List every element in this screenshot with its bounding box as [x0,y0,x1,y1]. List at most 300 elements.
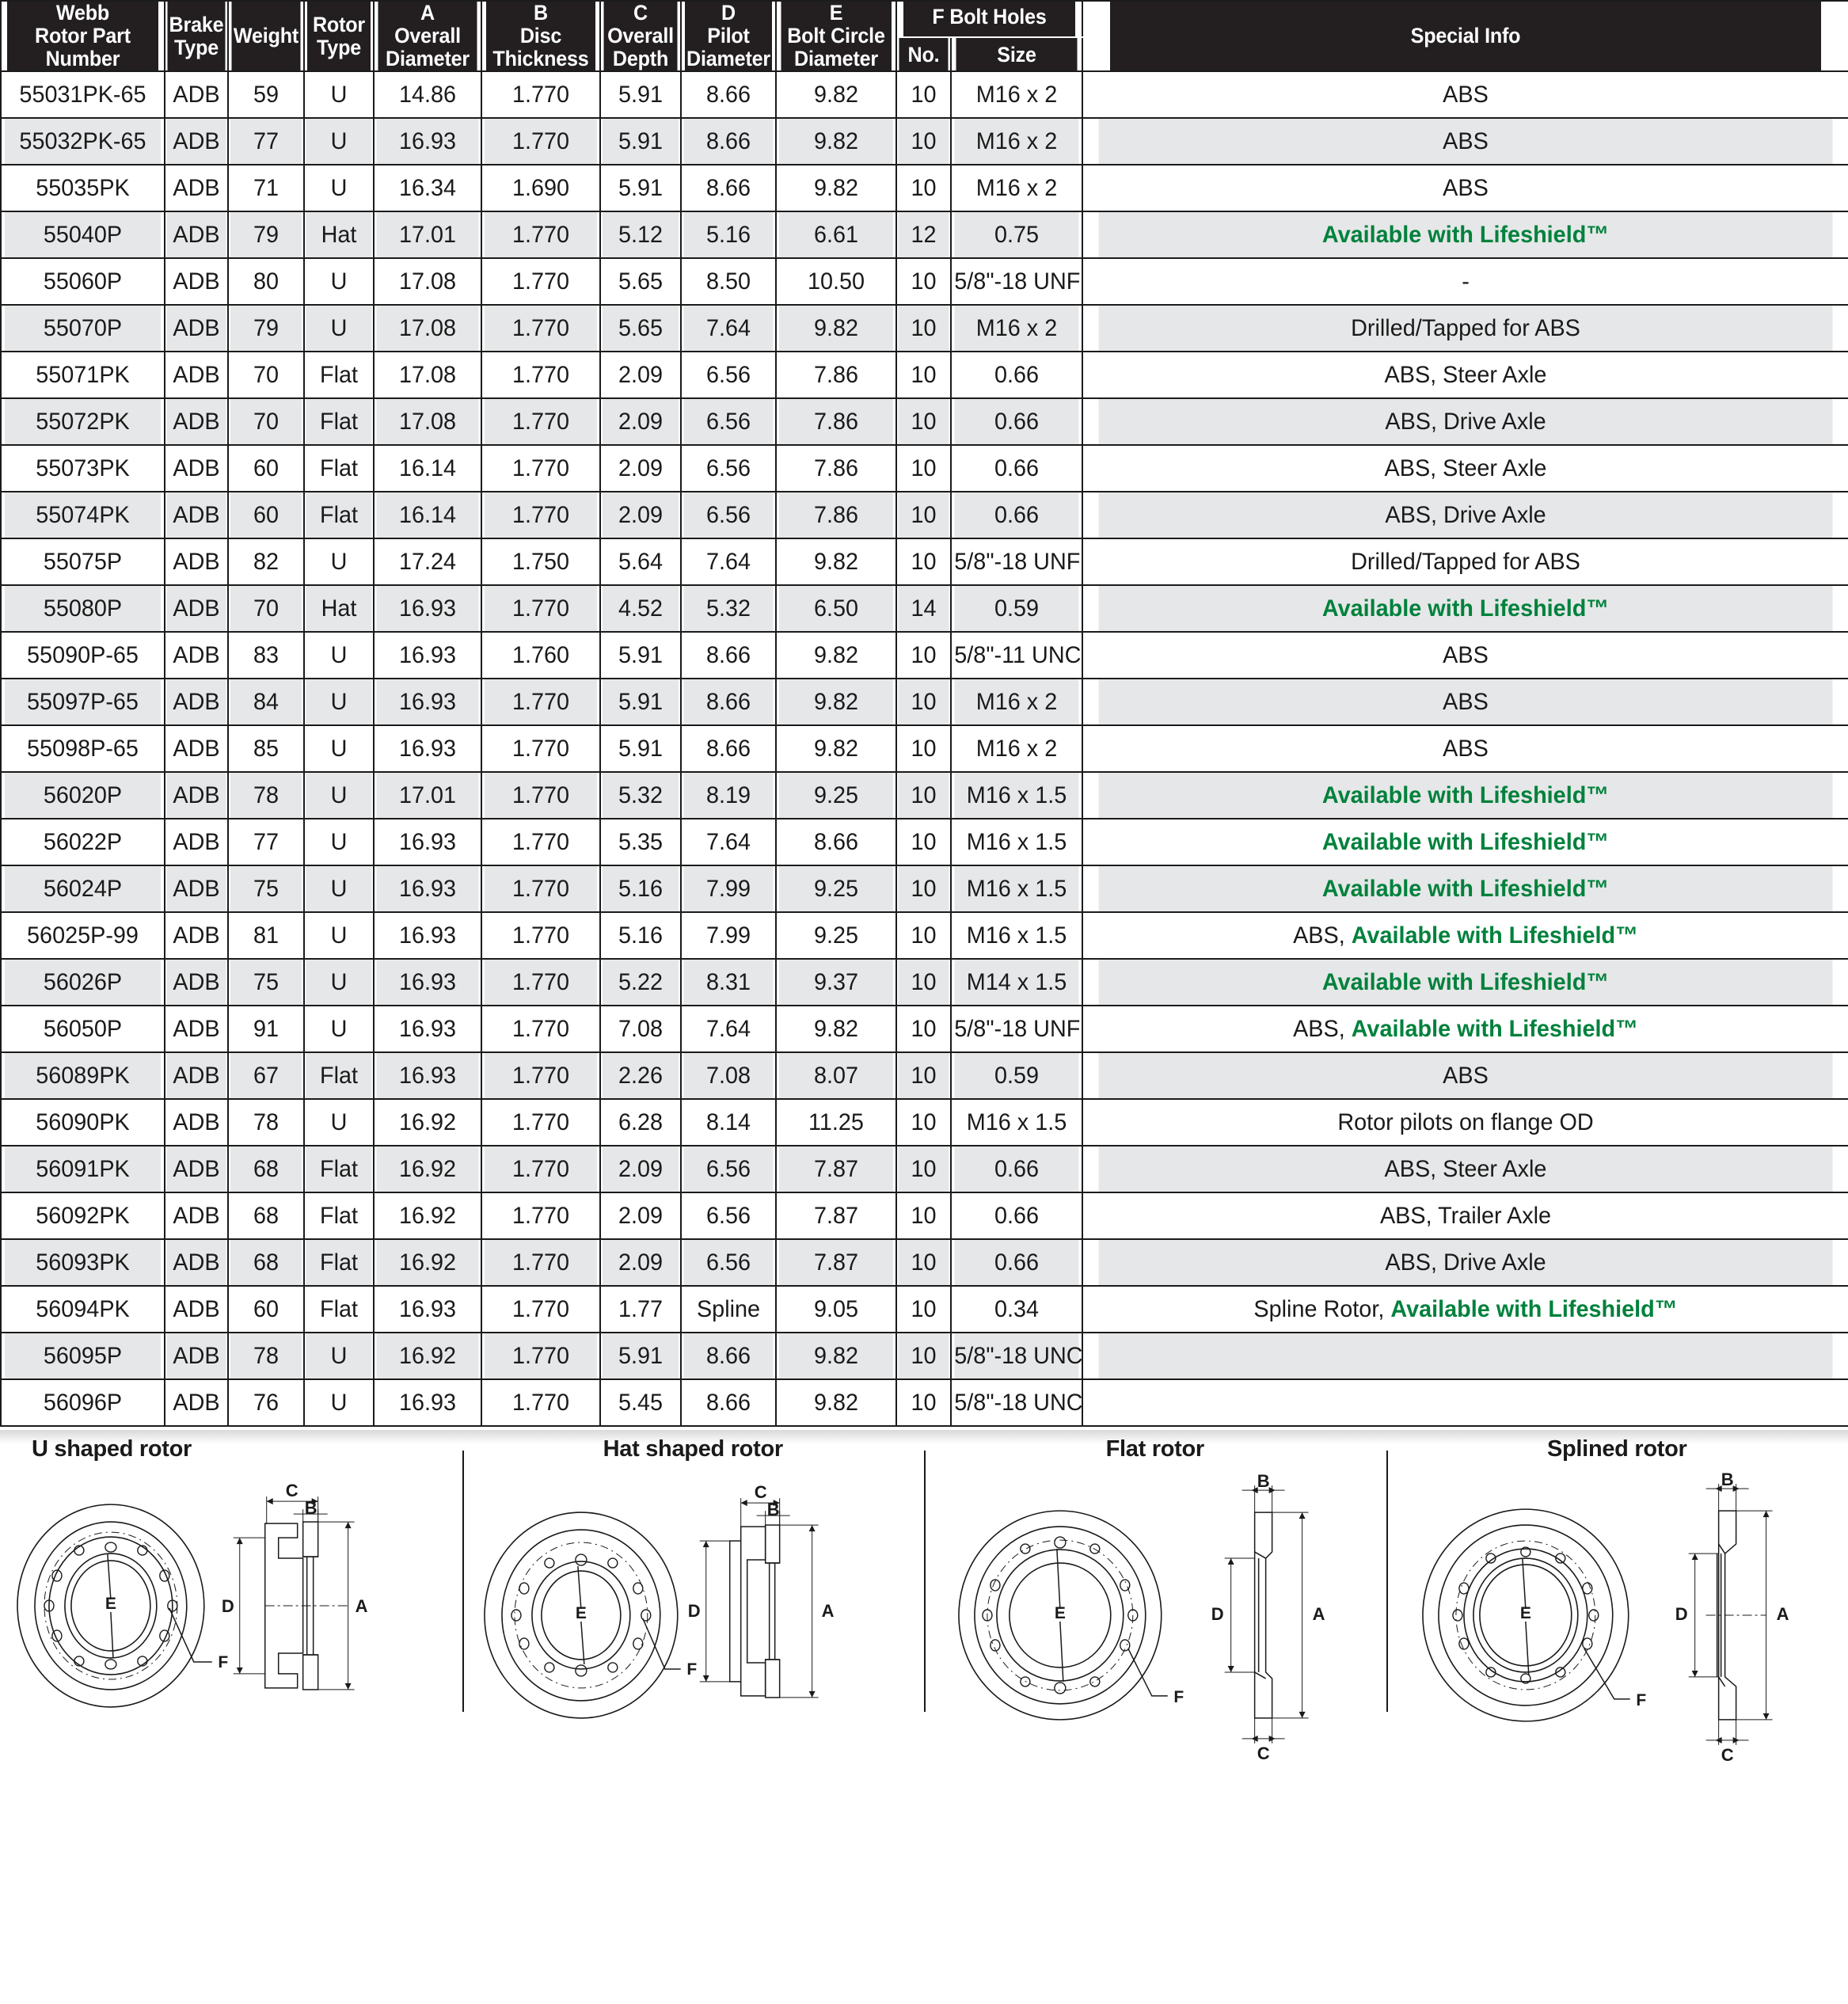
cell-weight: 78 [230,772,302,819]
cell-rotor-type: Hat [306,585,372,632]
table-body [1,71,1848,1426]
table-row [1,258,1848,305]
cell-overall-depth: 5.65 [602,305,679,352]
cell-part-number: 56024P [4,865,162,912]
cell-bolt-no: 10 [897,1333,949,1379]
special-info-text: ABS, [1293,922,1352,949]
table-row [1,1286,1848,1333]
cell-brake-type: ADB [166,679,227,725]
cell-pilot-diameter: Spline [683,1286,774,1333]
cell-bolt-size: 0.66 [953,1146,1079,1192]
special-info-text: Rotor pilots on flange OD [1337,1109,1594,1136]
cell-bolt-size: 5/8"-18 UNC [953,1379,1079,1426]
cell-brake-type: ADB [166,305,227,352]
cell-overall-depth: 2.09 [602,492,679,538]
cell-bolt-circle-diameter: 8.66 [778,819,894,865]
cell-pilot-diameter: 8.66 [683,632,774,679]
special-info-text: ABS, Steer Axle [1384,1156,1547,1183]
cell-pilot-diameter: 8.66 [683,118,774,165]
label-C: C [1257,1744,1270,1764]
cell-bolt-no: 10 [897,632,949,679]
col-header-bolt-no: No. [898,37,949,71]
cell-overall-depth: 4.52 [602,585,679,632]
cell-weight: 60 [230,492,302,538]
cell-part-number: 55071PK [4,352,162,398]
figure-title: Hat shaped rotor [603,1436,783,1462]
table-row [1,1006,1848,1052]
cell-rotor-type: U [306,258,372,305]
cell-bolt-circle-diameter: 9.25 [778,772,894,819]
cell-bolt-no: 10 [897,1099,949,1146]
special-info-text: ABS, Drive Axle [1385,409,1546,435]
special-info-text: ABS, Trailer Axle [1379,1203,1552,1230]
cell-brake-type: ADB [166,1192,227,1239]
special-info-text: ABS [1443,1063,1489,1089]
cell-rotor-type: U [306,305,372,352]
header-line: Disc [519,24,562,48]
u-shaped-rotor-drawing [0,1457,462,1774]
cell-weight: 70 [230,585,302,632]
cell-brake-type: ADB [166,538,227,585]
cell-overall-depth: 2.09 [602,1192,679,1239]
table-row [1,492,1848,538]
col-header-brake-type [167,1,226,71]
cell-rotor-type: U [306,1379,372,1426]
cell-overall-diameter: 16.93 [376,725,480,772]
cell-special-info [1097,258,1833,305]
cell-overall-depth: 5.32 [602,772,679,819]
cell-overall-depth: 7.08 [602,1006,679,1052]
cell-pilot-diameter: 6.56 [683,445,774,492]
col-header-special-info: Special Info [1109,1,1822,71]
cell-brake-type: ADB [166,632,227,679]
cell-bolt-size: 0.75 [953,211,1079,258]
cell-rotor-type: Flat [306,1052,372,1099]
cell-bolt-circle-diameter: 9.25 [778,865,894,912]
label-C: C [1721,1745,1734,1766]
cell-weight: 84 [230,679,302,725]
cell-special-info [1097,1146,1833,1192]
figure-splined-rotor [1386,1430,1848,1775]
cell-pilot-diameter: 7.99 [683,865,774,912]
label-F: F [686,1660,697,1679]
cell-bolt-size: 5/8"-11 UNC [953,632,1079,679]
table-row [1,1239,1848,1286]
cell-brake-type: ADB [166,258,227,305]
header-line: Depth [612,47,669,71]
cell-bolt-circle-diameter: 9.82 [778,165,894,211]
cell-disc-thickness: 1.770 [484,1379,598,1426]
label-B: B [1257,1471,1270,1492]
cell-overall-depth: 5.65 [602,258,679,305]
cell-rotor-type: U [306,772,372,819]
col-header-e-bolt-circle-diameter [780,1,892,71]
cell-brake-type: ADB [166,819,227,865]
header-line: Bolt Circle [787,24,885,48]
table-row [1,165,1848,211]
cell-disc-thickness: 1.770 [484,725,598,772]
cell-overall-diameter: 16.92 [376,1239,480,1286]
cell-rotor-type: U [306,1333,372,1379]
cell-bolt-circle-diameter: 7.86 [778,352,894,398]
cell-bolt-size: 0.59 [953,585,1079,632]
cell-weight: 83 [230,632,302,679]
cell-part-number: 56091PK [4,1146,162,1192]
cell-bolt-circle-diameter: 6.50 [778,585,894,632]
table-row [1,538,1848,585]
cell-rotor-type: Flat [306,398,372,445]
cell-special-info [1097,679,1833,725]
cell-part-number: 55073PK [4,445,162,492]
col-header-f-bolt-holes: F Bolt Holes [903,1,1076,37]
cell-rotor-type: U [306,632,372,679]
cell-bolt-no: 10 [897,725,949,772]
cell-disc-thickness: 1.770 [484,585,598,632]
cell-bolt-size: M16 x 2 [953,725,1079,772]
cell-bolt-circle-diameter: 8.07 [778,1052,894,1099]
cell-disc-thickness: 1.770 [484,492,598,538]
table-header [1,1,1848,71]
cell-rotor-type: U [306,912,372,959]
cell-bolt-no: 10 [897,679,949,725]
cell-special-info [1097,538,1833,585]
cell-bolt-no: 10 [897,258,949,305]
table-row [1,1146,1848,1192]
label-D: D [221,1596,234,1617]
cell-pilot-diameter: 7.99 [683,912,774,959]
cell-bolt-size: 5/8"-18 UNC [953,1333,1079,1379]
table-row [1,1099,1848,1146]
cell-weight: 80 [230,258,302,305]
cell-weight: 68 [230,1239,302,1286]
header-line: Overall [394,24,461,48]
cell-weight: 60 [230,445,302,492]
cell-bolt-no: 10 [897,772,949,819]
cell-bolt-circle-diameter: 6.61 [778,211,894,258]
cell-pilot-diameter: 6.56 [683,352,774,398]
cell-part-number: 55074PK [4,492,162,538]
cell-rotor-type: U [306,679,372,725]
table-row [1,959,1848,1006]
cell-part-number: 55035PK [4,165,162,211]
cell-rotor-type: Flat [306,1146,372,1192]
cell-bolt-circle-diameter: 7.87 [778,1192,894,1239]
cell-disc-thickness: 1.770 [484,1006,598,1052]
col-header-rotor-type [306,1,371,71]
cell-bolt-size: M16 x 1.5 [953,819,1079,865]
cell-pilot-diameter: 8.66 [683,1333,774,1379]
cell-pilot-diameter: 8.31 [683,959,774,1006]
cell-pilot-diameter: 7.64 [683,819,774,865]
label-D: D [1675,1604,1688,1625]
cell-special-info [1097,1052,1833,1099]
cell-special-info [1097,165,1833,211]
cell-bolt-circle-diameter: 7.86 [778,398,894,445]
header-line: Rotor Part [35,24,131,48]
cell-brake-type: ADB [166,959,227,1006]
cell-special-info [1097,772,1833,819]
cell-special-info [1097,1239,1833,1286]
cell-overall-diameter: 16.92 [376,1099,480,1146]
cell-bolt-size: M16 x 1.5 [953,772,1079,819]
cell-overall-depth: 2.09 [602,1239,679,1286]
cell-overall-depth: 5.16 [602,865,679,912]
cell-overall-depth: 6.28 [602,1099,679,1146]
cell-pilot-diameter: 8.66 [683,725,774,772]
table-row [1,305,1848,352]
header-line: Pilot [707,24,750,48]
label-F: F [1635,1691,1646,1710]
cell-overall-depth: 2.09 [602,1146,679,1192]
cell-bolt-circle-diameter: 7.86 [778,492,894,538]
cell-disc-thickness: 1.770 [484,1286,598,1333]
header-line: Overall [607,24,674,48]
cell-bolt-no: 10 [897,398,949,445]
cell-bolt-size: 5/8"-18 UNF [953,538,1079,585]
cell-overall-diameter: 16.93 [376,959,480,1006]
cell-overall-diameter: 16.93 [376,819,480,865]
cell-overall-diameter: 16.14 [376,492,480,538]
table-row [1,352,1848,398]
cell-bolt-no: 10 [897,959,949,1006]
cell-bolt-circle-diameter: 9.05 [778,1286,894,1333]
label-D: D [687,1601,701,1622]
cell-weight: 67 [230,1052,302,1099]
cell-weight: 70 [230,398,302,445]
col-header-c-overall-depth [603,1,679,71]
label-F: F [1173,1688,1184,1707]
col-header-d-pilot-diameter [684,1,773,71]
cell-brake-type: ADB [166,1286,227,1333]
cell-brake-type: ADB [166,398,227,445]
cell-overall-depth: 2.09 [602,352,679,398]
cell-weight: 60 [230,1286,302,1333]
cell-bolt-circle-diameter: 11.25 [778,1099,894,1146]
special-info-text: ABS, Drive Axle [1385,502,1546,529]
cell-bolt-circle-diameter: 9.82 [778,1006,894,1052]
col-header-b-disc-thickness [485,1,596,71]
cell-brake-type: ADB [166,1099,227,1146]
special-info-text: Spline Rotor, [1253,1296,1391,1323]
header-line: Brake [169,12,224,36]
cell-disc-thickness: 1.770 [484,959,598,1006]
flat-rotor-drawing [924,1457,1386,1774]
table-row [1,679,1848,725]
cell-weight: 59 [230,71,302,118]
cell-brake-type: ADB [166,492,227,538]
cell-pilot-diameter: 7.64 [683,1006,774,1052]
cell-brake-type: ADB [166,445,227,492]
label-B: B [304,1498,318,1519]
cell-brake-type: ADB [166,912,227,959]
cell-rotor-type: U [306,1099,372,1146]
cell-bolt-size: 0.66 [953,1192,1079,1239]
cell-part-number: 55070P [4,305,162,352]
cell-overall-depth: 5.64 [602,538,679,585]
cell-rotor-type: U [306,538,372,585]
cell-disc-thickness: 1.770 [484,772,598,819]
cell-overall-diameter: 16.93 [376,585,480,632]
cell-rotor-type: U [306,865,372,912]
cell-brake-type: ADB [166,211,227,258]
cell-bolt-size: 0.66 [953,398,1079,445]
special-info-text: ABS, Steer Axle [1384,362,1547,389]
cell-special-info [1097,118,1833,165]
label-E: E [105,1595,116,1614]
cell-pilot-diameter: 7.64 [683,538,774,585]
cell-disc-thickness: 1.770 [484,1239,598,1286]
special-info-text: ABS [1443,82,1489,108]
label-B: B [766,1500,780,1520]
cell-weight: 75 [230,959,302,1006]
cell-special-info [1097,819,1833,865]
cell-special-info [1097,1286,1833,1333]
cell-overall-diameter: 16.93 [376,912,480,959]
cell-disc-thickness: 1.770 [484,398,598,445]
cell-overall-depth: 5.91 [602,632,679,679]
cell-part-number: 55072PK [4,398,162,445]
special-info-text: ABS, [1293,1016,1352,1043]
cell-special-info [1097,71,1833,118]
cell-overall-diameter: 16.92 [376,1333,480,1379]
cell-overall-diameter: 17.08 [376,258,480,305]
cell-special-info [1097,211,1833,258]
cell-overall-diameter: 17.08 [376,305,480,352]
col-header-a-overall-diameter [378,1,477,71]
cell-special-info [1097,305,1833,352]
cell-special-info [1097,1333,1833,1379]
cell-disc-thickness: 1.770 [484,211,598,258]
cell-overall-diameter: 17.24 [376,538,480,585]
cell-bolt-size: M16 x 2 [953,118,1079,165]
header-line: Diameter [386,47,470,71]
cell-special-info [1097,632,1833,679]
label-A: A [1776,1604,1789,1625]
cell-disc-thickness: 1.760 [484,632,598,679]
col-header-part-number [6,1,159,71]
cell-part-number: 56092PK [4,1192,162,1239]
cell-pilot-diameter: 6.56 [683,1146,774,1192]
cell-bolt-no: 10 [897,819,949,865]
cell-bolt-no: 10 [897,912,949,959]
header-line: Diameter [794,47,878,71]
cell-special-info [1097,585,1833,632]
cell-bolt-size: M16 x 1.5 [953,865,1079,912]
cell-overall-depth: 5.35 [602,819,679,865]
cell-part-number: 56090PK [4,1099,162,1146]
cell-bolt-no: 10 [897,1379,949,1426]
cell-disc-thickness: 1.770 [484,1146,598,1192]
cell-bolt-circle-diameter: 9.82 [778,679,894,725]
cell-disc-thickness: 1.770 [484,352,598,398]
cell-overall-diameter: 16.93 [376,632,480,679]
lifeshield-badge: Available with Lifeshield™ [1321,969,1610,996]
cell-overall-diameter: 17.01 [376,211,480,258]
cell-bolt-circle-diameter: 7.87 [778,1146,894,1192]
cell-brake-type: ADB [166,1146,227,1192]
special-info-text: ABS [1443,642,1489,669]
cell-weight: 85 [230,725,302,772]
cell-overall-depth: 2.09 [602,398,679,445]
cell-weight: 77 [230,819,302,865]
cell-part-number: 55090P-65 [4,632,162,679]
cell-bolt-no: 14 [897,585,949,632]
cell-bolt-size: M16 x 2 [953,165,1079,211]
cell-bolt-size: 0.59 [953,1052,1079,1099]
cell-bolt-circle-diameter: 9.82 [778,725,894,772]
cell-pilot-diameter: 8.19 [683,772,774,819]
figure-title: Splined rotor [1546,1436,1687,1462]
cell-disc-thickness: 1.770 [484,819,598,865]
header-line: C [633,1,648,25]
header-line: B [534,1,548,25]
lifeshield-badge: Available with Lifeshield™ [1390,1296,1678,1323]
cell-pilot-diameter: 8.14 [683,1099,774,1146]
cell-part-number: 56020P [4,772,162,819]
col-header-weight [230,1,301,71]
cell-bolt-no: 10 [897,865,949,912]
cell-overall-diameter: 14.86 [376,71,480,118]
cell-brake-type: ADB [166,1006,227,1052]
cell-part-number: 56050P [4,1006,162,1052]
lifeshield-badge: Available with Lifeshield™ [1321,782,1610,809]
special-info-text: ABS, Drive Axle [1385,1249,1546,1276]
cell-special-info [1097,1192,1833,1239]
cell-brake-type: ADB [166,772,227,819]
cell-pilot-diameter: 7.08 [683,1052,774,1099]
table-row [1,585,1848,632]
cell-part-number: 56094PK [4,1286,162,1333]
cell-bolt-no: 10 [897,1052,949,1099]
header-line: Rotor [312,12,366,36]
cell-bolt-circle-diameter: 9.82 [778,71,894,118]
cell-rotor-type: U [306,1006,372,1052]
cell-bolt-size: M16 x 1.5 [953,912,1079,959]
cell-special-info [1097,865,1833,912]
cell-rotor-type: U [306,959,372,1006]
cell-weight: 78 [230,1099,302,1146]
cell-disc-thickness: 1.770 [484,118,598,165]
cell-disc-thickness: 1.770 [484,445,598,492]
cell-disc-thickness: 1.770 [484,1333,598,1379]
cell-overall-depth: 5.91 [602,679,679,725]
cell-overall-diameter: 16.93 [376,118,480,165]
table-row [1,912,1848,959]
label-E: E [575,1604,587,1623]
label-C: C [285,1481,298,1501]
cell-overall-depth: 5.91 [602,71,679,118]
cell-bolt-size: 0.66 [953,445,1079,492]
cell-bolt-no: 10 [897,165,949,211]
label-B: B [1721,1470,1734,1490]
label-F: F [218,1653,229,1672]
cell-weight: 79 [230,211,302,258]
cell-overall-depth: 5.91 [602,165,679,211]
cell-bolt-circle-diameter: 9.25 [778,912,894,959]
cell-brake-type: ADB [166,865,227,912]
cell-bolt-size: M16 x 1.5 [953,1099,1079,1146]
cell-weight: 70 [230,352,302,398]
cell-bolt-circle-diameter: 10.50 [778,258,894,305]
cell-overall-diameter: 17.01 [376,772,480,819]
cell-part-number: 56093PK [4,1239,162,1286]
cell-brake-type: ADB [166,1239,227,1286]
hat-shaped-rotor-drawing [462,1457,925,1774]
cell-weight: 68 [230,1146,302,1192]
special-info-text: - [1462,268,1470,295]
cell-weight: 77 [230,118,302,165]
cell-brake-type: ADB [166,1333,227,1379]
